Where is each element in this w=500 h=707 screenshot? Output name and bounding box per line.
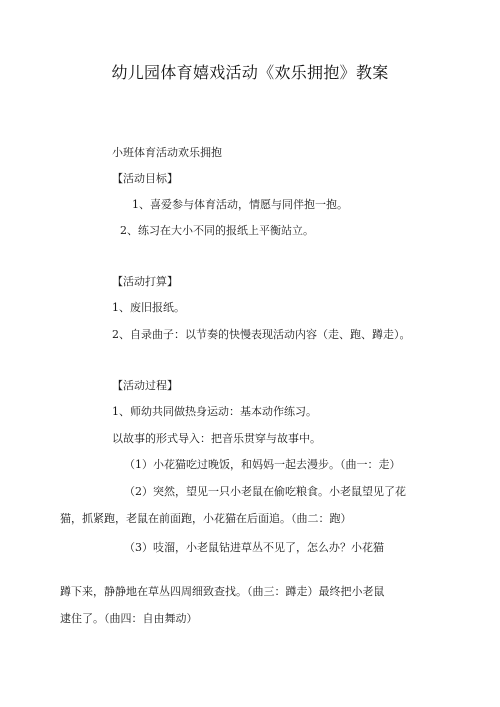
- prep-item-1: 1、废旧报纸。: [112, 301, 185, 314]
- process-item-5: 猫，抓紧跑，老鼠在前面跑，小花猫在后面追。（曲二：跑）: [60, 512, 352, 525]
- goal-item-2: 2、练习在大小不同的报纸上平衡站立。: [120, 224, 314, 237]
- process-item-7: 蹲下来，静静地在草丛四周细致查找。（曲三：蹲走）最终把小老鼠: [60, 585, 385, 598]
- prep-item-2: 2、自录曲子：以节奏的快慢表现活动内容（走、跑、蹲走）。: [112, 328, 411, 341]
- goal-item-1: 1、喜爱参与体育活动，情愿与同伴抱一抱。: [132, 198, 348, 211]
- document-title: 幼儿园体育嬉戏活动《欢乐拥抱》教案: [111, 63, 389, 82]
- section-heading-process: 【活动过程】: [112, 379, 178, 392]
- section-heading-prep: 【活动打算】: [112, 275, 178, 288]
- process-item-3: （1）小花猫吃过晚饭，和妈妈一起去漫步。（曲一：走）: [124, 458, 401, 471]
- process-item-8: 逮住了。（曲四：自由舞动）: [60, 612, 198, 625]
- section-heading-goals: 【活动目标】: [112, 172, 178, 185]
- process-item-1: 1、师幼共同做热身运动：基本动作练习。: [112, 405, 317, 418]
- subtitle: 小班体育活动欢乐拥抱: [112, 146, 222, 159]
- process-item-6: （3）吱溜，小老鼠钻进草丛不见了，怎么办？小花猫: [124, 541, 384, 554]
- process-item-4: （2）突然，望见一只小老鼠在偷吃粮食。小老鼠望见了花: [124, 485, 406, 498]
- process-item-2: 以故事的形式导入：把音乐贯穿与故事中。: [112, 432, 321, 445]
